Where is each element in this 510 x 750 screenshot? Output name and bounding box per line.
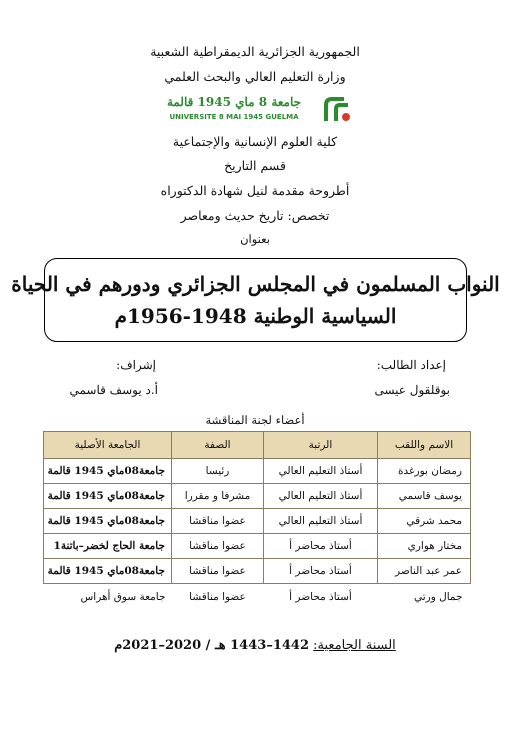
- member-rank: أستاذ التعليم العالي: [264, 459, 378, 484]
- member-rank: أستاذ محاضر أ: [264, 534, 378, 559]
- member-name: محمد شرقي: [378, 509, 471, 534]
- university-logo: [150, 95, 360, 127]
- committee-title: أعضاء لجنة المناقشة: [205, 413, 305, 427]
- member-role: عضوا مناقشا: [189, 591, 246, 603]
- member-name: مختار هواري: [378, 534, 471, 559]
- thesis-title-line-1: النواب المسلمون في المجلس الجزائري ودورهم في الحياة: [11, 272, 500, 296]
- column-header-rank: الرتبة: [264, 432, 378, 459]
- committee-header-row: [44, 432, 471, 459]
- member-rank: أستاذ التعليم العالي: [264, 484, 378, 509]
- supervisor-label: إشراف:: [116, 358, 156, 372]
- member-rank: أستاذ محاضر أ: [264, 559, 378, 584]
- member-name: يوسف قاسمي: [378, 484, 471, 509]
- thesis-title-line-2: السياسية الوطنية 1948-1956م: [114, 304, 397, 328]
- title-label: بعنوان: [240, 232, 270, 246]
- member-role: عضوا مناقشا: [172, 509, 264, 534]
- member-university: جامعة08ماي 1945 قالمة: [44, 559, 172, 584]
- column-header-role: الصفة: [172, 432, 264, 459]
- table-row: [44, 459, 471, 484]
- supervisor-name: أ.د يوسف قاسمي: [69, 383, 158, 397]
- member-rank: أستاذ محاضر أ: [289, 591, 352, 603]
- member-university: جامعة08ماي 1945 قالمة: [44, 484, 172, 509]
- committee-table: [43, 431, 471, 610]
- ministry-line: وزارة التعليم العالي والبحث العلمي: [164, 69, 346, 84]
- faculty-line: كلية العلوم الإنسانية والإجتماعية: [172, 134, 338, 149]
- member-role: رئيسا: [172, 459, 264, 484]
- column-header-university: الجامعة الأصلية: [44, 432, 172, 459]
- member-university: جامعة سوق أهراس: [80, 591, 166, 603]
- table-row: [44, 484, 471, 509]
- republic-line: الجمهورية الجزائرية الديمقراطية الشعبية: [150, 44, 360, 59]
- preparer-name: بوقلقول عيسى: [374, 383, 450, 397]
- logo-french-text: UNIVERSITE 8 MAI 1945 GUELMA: [169, 113, 299, 121]
- preparer-label: إعداد الطالب:: [376, 358, 446, 372]
- department-line: قسم التاريخ: [224, 158, 286, 173]
- member-rank: أستاذ التعليم العالي: [264, 509, 378, 534]
- member-name: عمر عبد الناصر: [378, 559, 471, 584]
- academic-year-value: 1442–1443 هـ / 2020–2021م: [114, 638, 310, 653]
- thesis-type-line: أطروحة مقدمة لنيل شهادة الدكتوراه: [160, 183, 350, 198]
- member-name: رمضان بورغدة: [378, 459, 471, 484]
- member-role: مشرفا و مقررا: [172, 484, 264, 509]
- table-row: [44, 509, 471, 534]
- member-university: جامعة08ماي 1945 قالمة: [44, 509, 172, 534]
- column-header-name: الاسم واللقب: [378, 432, 471, 459]
- table-row: [44, 584, 471, 611]
- table-row: [44, 534, 471, 559]
- member-role: عضوا مناقشا: [172, 534, 264, 559]
- university-emblem-icon: [322, 95, 352, 125]
- logo-arabic-text: جامعة 8 ماي 1945 قالمة: [166, 95, 302, 109]
- academic-year-label: السنة الجامعية:: [313, 638, 396, 653]
- member-university: جامعة الحاج لخضر–باتنة1: [44, 534, 172, 559]
- specialization-line: تخصص: تاريخ حديث ومعاصر: [180, 208, 330, 223]
- academic-year: [0, 638, 510, 653]
- member-role: عضوا مناقشا: [172, 559, 264, 584]
- member-university: جامعة08ماي 1945 قالمة: [44, 459, 172, 484]
- member-name: جمال ورتي: [413, 591, 463, 603]
- table-row: [44, 559, 471, 584]
- thesis-title-box: [11, 258, 500, 342]
